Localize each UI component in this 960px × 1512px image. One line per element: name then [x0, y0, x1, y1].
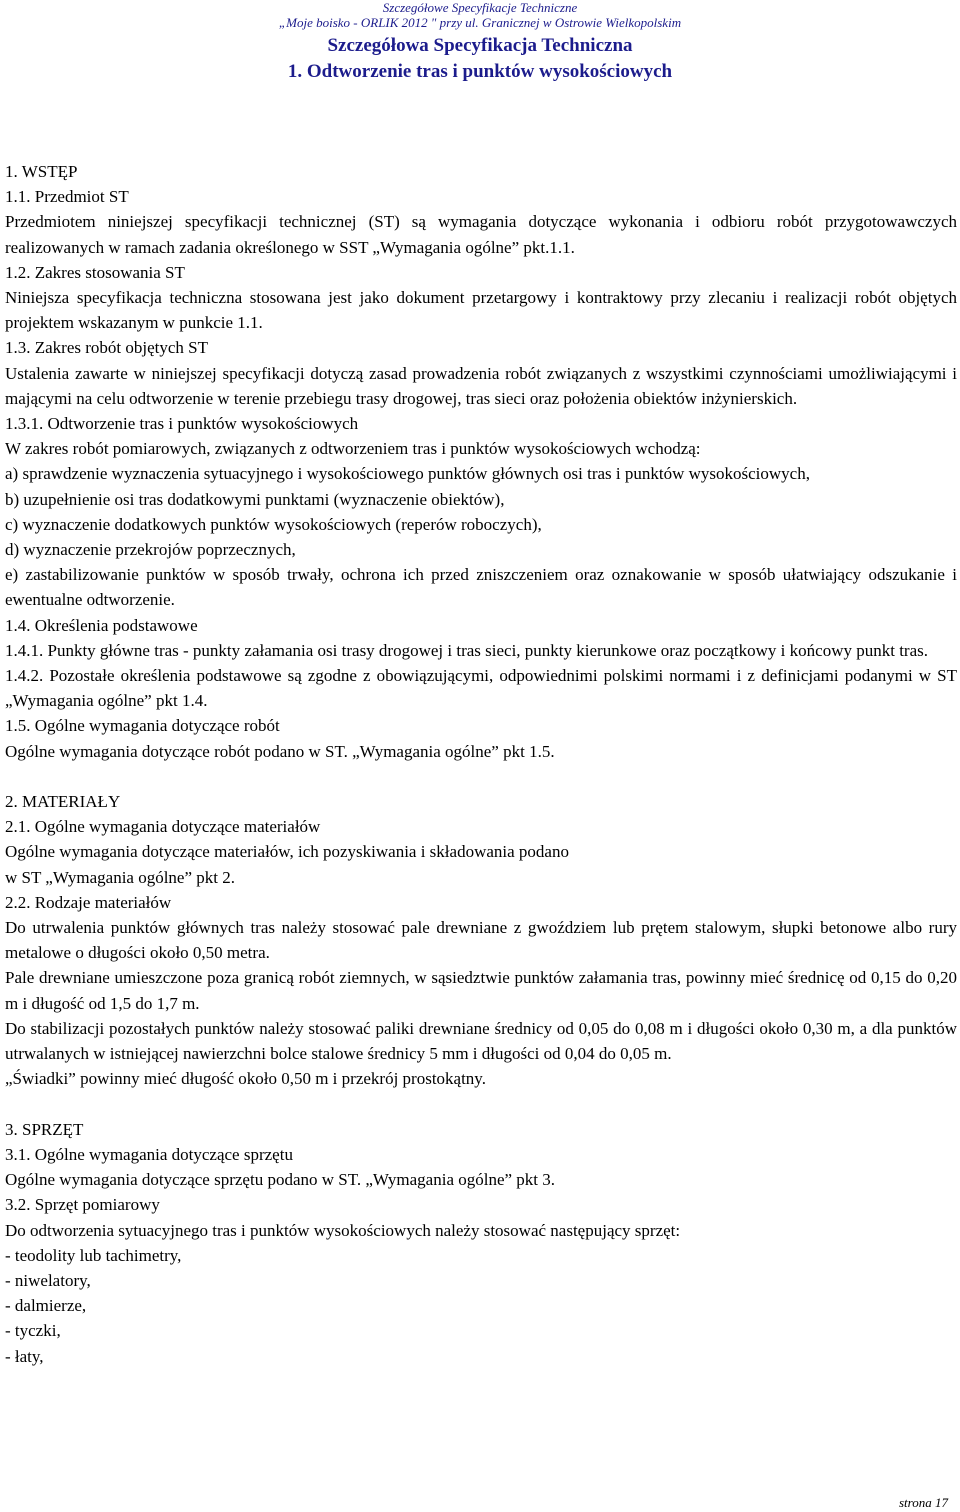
running-header-project: „Moje boisko - ORLIK 2012 " przy ul. Granicznej w Ostrowie Wielkopolskim: [278, 15, 682, 30]
paragraph-2-2-c: Do stabilizacji pozostałych punktów należy stosować paliki drewniane średnicy od 0,05 do 0,08 m i długości około 0,30 m, a dla punktów utrwalanych w istniejącej nawierzchni bolce stalowe średnicy 5 mm i długości od 0,04 do 0,05 m.: [5, 1018, 957, 1064]
document-subtitle: 1. Odtworzenie tras i punktów wysokościowych: [287, 61, 673, 82]
paragraph-3-1: Ogólne wymagania dotyczące sprzętu podano w ST. „Wymagania ogólne” pkt 3.: [5, 1170, 556, 1190]
paragraph-2-2-b: Pale drewniane umieszczone poza granicą robót ziemnych, w sąsiedztwie punktów załamania tras, powinny mieć średnicę od 0,15 do 0,20 m i długość od 1,5 do 1,7 m.: [5, 968, 957, 1013]
paragraph-1-1: Przedmiotem niniejszej specyfikacji technicznej (ST) są wymagania dotyczące wykonania i odbioru robót przygotowawczych realizowanych w ramach zadania określonego w SST „Wymagania ogólne” pkt.1.1.: [5, 212, 957, 257]
subsection-heading-3-1: 3.1. Ogólne wymagania dotyczące sprzętu: [5, 1144, 293, 1164]
section-heading-3: 3. SPRZĘT: [5, 1119, 84, 1139]
list-item: d) wyznaczenie przekrojów poprzecznych,: [5, 540, 296, 560]
subsection-heading-2-1: 2.1. Ogólne wymagania dotyczące materiałów: [5, 817, 321, 837]
document-title: Szczegółowa Specyfikacja Techniczna: [327, 35, 633, 56]
paragraph-2-1-b: w ST „Wymagania ogólne” pkt 2.: [5, 867, 235, 887]
subsection-heading-1-5: 1.5. Ogólne wymagania dotyczące robót: [5, 716, 280, 736]
list-item: - niwelatory,: [5, 1270, 91, 1290]
paragraph-1-3: Ustalenia zawarte w niniejszej specyfikacji dotyczą zasad prowadzenia robót związanych z wszystkimi czynnościami umożliwiającymi i mającymi na celu odtworzenie w terenie przebiegu trasy drogowej, tras sieci oraz położenia obiektów inżynierskich.: [5, 363, 957, 408]
subsection-heading-1-1: 1.1. Przedmiot ST: [5, 187, 129, 207]
list-item: - tyczki,: [5, 1321, 61, 1341]
section-heading-1: 1. WSTĘP: [5, 162, 78, 181]
paragraph-2-2-a: Do utrwalenia punktów głównych tras należy stosować pale drewniane z gwoździem lub prętem stalowym, słupki betonowe albo rury metalowe o długości około 0,50 metra.: [5, 918, 957, 963]
paragraph-2-2-d: „Świadki” powinny mieć długość około 0,50 m i przekrój prostokątny.: [5, 1069, 486, 1089]
list-item: a) sprawdzenie wyznaczenia sytuacyjnego i wysokościowego punktów głównych osi tras i punktów wysokościowych,: [5, 464, 810, 484]
page-number: strona 17: [899, 1495, 948, 1510]
list-item: e) zastabilizowanie punktów w sposób trwały, ochrona ich przed zniszczeniem oraz oznakowanie w sposób ułatwiający odszukanie i ewentualne odtworzenie.: [5, 565, 957, 610]
spacer: [5, 1092, 957, 1117]
subsection-heading-1-3-1: 1.3.1. Odtworzenie tras i punktów wysokościowych: [5, 414, 359, 434]
subsection-heading-1-3: 1.3. Zakres robót objętych ST: [5, 338, 209, 358]
subsection-heading-2-2: 2.2. Rodzaje materiałów: [5, 892, 172, 912]
section-heading-2: 2. MATERIAŁY: [5, 792, 121, 812]
subsection-heading-3-2: 3.2. Sprzęt pomiarowy: [5, 1195, 160, 1215]
spacer: [5, 764, 957, 789]
list-item: - dalmierze,: [5, 1296, 87, 1316]
paragraph-1-5: Ogólne wymagania dotyczące robót podano w ST. „Wymagania ogólne” pkt 1.5.: [5, 741, 555, 761]
list-item: c) wyznaczenie dodatkowych punktów wysokościowych (reperów roboczych),: [5, 514, 542, 534]
paragraph-2-1-a: Ogólne wymagania dotyczące materiałów, ich pozyskiwania i składowania podano: [5, 842, 569, 862]
list-item: b) uzupełnienie osi tras dodatkowymi punktami (wyznaczenie obiektów),: [5, 489, 505, 509]
subsection-heading-1-4: 1.4. Określenia podstawowe: [5, 615, 198, 635]
paragraph-1-4-1: 1.4.1. Punkty główne tras - punkty załamania osi trasy drogowej i tras sieci, punkty kierunkowe oraz początkowy i końcowy punkt tras.: [5, 640, 928, 660]
list-item: - teodolity lub tachimetry,: [5, 1245, 182, 1265]
paragraph-1-3-1: W zakres robót pomiarowych, związanych z odtworzeniem tras i punktów wysokościowych wchodzą:: [5, 439, 701, 459]
list-item: - łaty,: [5, 1346, 44, 1366]
paragraph-1-4-2: 1.4.2. Pozostałe określenia podstawowe są zgodne z obowiązującymi, odpowiednimi polskimi normami i z definicjami podanymi w ST „Wymagania ogólne” pkt 1.4.: [5, 666, 957, 711]
paragraph-1-2: Niniejsza specyfikacja techniczna stosowana jest jako dokument przetargowy i kontraktowy przy zlecaniu i realizacji robót objętych projektem wskazanym w punkcie 1.1.: [5, 288, 957, 333]
running-header-title: Szczegółowe Specyfikacje Techniczne: [382, 0, 578, 15]
paragraph-3-2: Do odtworzenia sytuacyjnego tras i punktów wysokościowych należy stosować następujący sprzęt:: [5, 1220, 681, 1240]
document-body: [5, 159, 957, 1369]
subsection-heading-1-2: 1.2. Zakres stosowania ST: [5, 262, 185, 282]
